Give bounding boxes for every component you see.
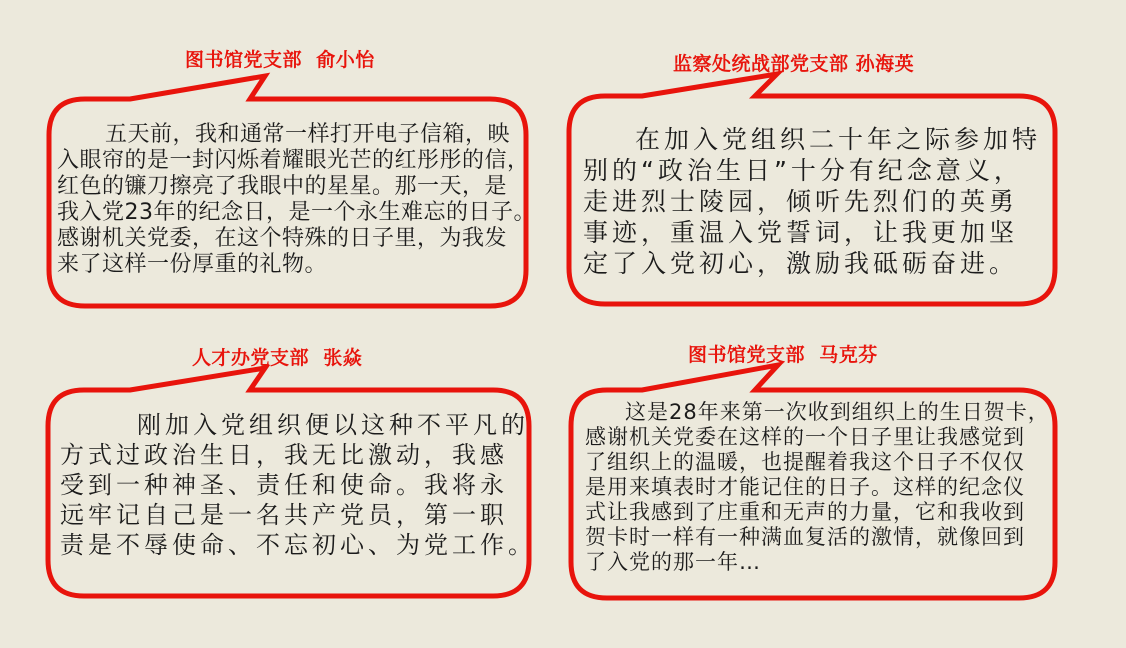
text-line: 是用来填表时才能记住的日子。这样的纪念仪 — [585, 475, 1025, 499]
testimonial-text-top-right — [583, 124, 1045, 279]
text-line: 式让我感到了庄重和无声的力量，它和我收到 — [585, 500, 1025, 524]
testimonial-text-bottom-left — [60, 410, 536, 560]
text-line: 来了这样一份厚重的礼物。 — [57, 252, 328, 277]
text-line: 受到一种神圣、责任和使命。我将永 — [60, 471, 508, 499]
text-line: 感谢机关党委，在这个特殊的日子里，为我发 — [57, 226, 508, 251]
text-line: 方式过政治生日，我无比激动，我感 — [60, 441, 508, 469]
text-line: 事迹，重温入党誓词，让我更加坚 — [583, 218, 1019, 247]
text-line: 贺卡时一样有一种满血复活的激情，就像回到 — [585, 525, 1025, 549]
text-line: 我入党23年的纪念日，是一个永生难忘的日子。 — [57, 200, 536, 225]
text-line: 远牢记自己是一名共产党员，第一职 — [60, 501, 508, 529]
text-line: 定了入党初心，激励我砥砺奋进。 — [583, 249, 1019, 278]
speaker-label-bottom-left: 人才办党支部 张焱 — [192, 347, 363, 369]
testimonial-text-top-left — [57, 122, 536, 278]
text-line: 红色的镰刀擦亮了我眼中的星星。那一天，是 — [57, 174, 508, 199]
text-line: 刚加入党组织便以这种不平凡的 — [137, 411, 529, 439]
testimonial-text-bottom-right — [585, 400, 1050, 575]
text-line: 在加入党组织二十年之际参加特 — [635, 125, 1042, 154]
text-line: 了入党的那一年… — [585, 550, 761, 574]
speaker-label-bottom-right: 图书馆党支部 马克芬 — [688, 344, 878, 366]
text-line: 责是不辱使命、不忘初心、为党工作。 — [60, 531, 536, 559]
text-line: 走进烈士陵园，倾听先烈们的英勇 — [583, 187, 1019, 216]
text-line: 别的“政治生日”十分有纪念意义， — [583, 156, 1023, 185]
text-line: 五天前，我和通常一样打开电子信箱，映 — [105, 122, 511, 147]
text-line: 入眼帘的是一封闪烁着耀眼光芒的红彤彤的信， — [57, 148, 530, 173]
speaker-label-top-left: 图书馆党支部 俞小怡 — [185, 49, 375, 71]
text-line: 这是28年来第一次收到组织上的生日贺卡， — [625, 400, 1050, 424]
text-line: 感谢机关党委在这样的一个日子里让我感觉到 — [585, 425, 1025, 449]
speaker-label-top-right: 监察处统战部党支部 孙海英 — [673, 53, 915, 75]
text-line: 了组织上的温暖，也提醒着我这个日子不仅仅 — [585, 450, 1025, 474]
